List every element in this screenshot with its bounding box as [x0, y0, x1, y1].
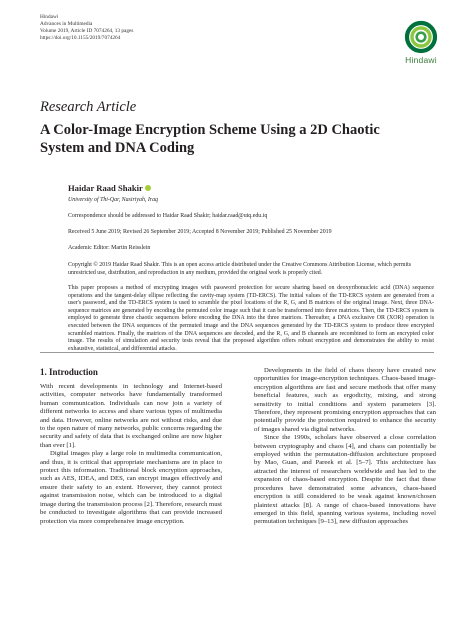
journal-volume: Volume 2019, Article ID 7074264, 13 pages [40, 28, 134, 34]
copyright-notice: Copyright © 2019 Haidar Raad Shakir. This is an open access article distributed under the Creative Commons Attribution License, which permits unrestricted use, distribution, and reproduction in any medium, provided the original work is properly cited. [68, 262, 412, 276]
affiliation: University of Thi-Qar, Nasiriyah, Iraq [68, 197, 158, 203]
academic-editor: Academic Editor: Martin Reisslein [68, 245, 151, 251]
journal-publisher: Hindawi [40, 14, 59, 20]
divider [40, 352, 434, 353]
article-type: Research Article [40, 99, 137, 115]
paragraph: Digital images play a large role in multimedia communication, and thus, it is critical that appropriate mechanisms are in place to protect this information. Traditional block encryption approaches, such as AES, IDEA, and DES, can encrypt images effectively and ensure their safety to an extent. However, they cannot protect against transmission noise, which can be introduced to a digital image during the transmission process [2]. Therefore, research must be conducted to investigate algorithms that can provide increased protection via more comprehensive image encryption. [40, 450, 222, 525]
logo-text: Hindawi [405, 55, 437, 65]
section-heading: 1. Introduction [40, 367, 98, 377]
body-column-right [254, 367, 436, 527]
paragraph: Developments in the field of chaos theory have created new opportunities for image-encryption techniques. Chaos-based image-encryption algorithms are fast and secure methods that offer many beneficial features, such as ergodicity, mixing, and strong sensitivity to initial conditions and system parameters [3]. Therefore, they represent promising encryption approaches that can potentially provide the protection required to enhance the security of images shared via digital networks. [254, 367, 436, 433]
article-dates: Received 5 June 2019; Revised 26 September 2019; Accepted 8 November 2019; Published 25 November 2019 [68, 229, 332, 235]
correspondence: Correspondence should be addressed to Haidar Raad Shakir; haidar.raad@utq.edu.iq [68, 213, 268, 219]
journal-doi[interactable]: https://doi.org/10.1155/2019/7074264 [40, 35, 121, 41]
journal-info [40, 14, 133, 42]
orcid-icon[interactable] [145, 185, 151, 191]
journal-title: Advances in Multimedia [40, 21, 93, 27]
body-column-left [40, 383, 222, 526]
author-name[interactable]: Haidar Raad Shakir [68, 183, 143, 193]
hindawi-logo [393, 20, 449, 65]
hindawi-rings-icon [398, 20, 444, 54]
article-title: A Color-Image Encryption Scheme Using a 2D Chaotic System and DNA Coding [40, 122, 380, 156]
paragraph: Since the 1990s, scholars have observed a close correlation between cryptography and chaos [4], and chaos can potentially be employed within the permutation-diffusion architecture proposed by Mao, Guan, and Pareek et al. [5–7]. This architecture has attracted the interest of researchers worldwide and has led to the expansion of chaos-based encryption. Despite the fact that these procedures have demonstrated some advances, chaos-based encryption is still considered to be weak against known/chosen plaintext attacks [8]. A range of chaos-based innovations have emerged in this field, spanning various systems, including novel permutation techniques [9–13], new diffusion approaches [254, 434, 436, 526]
author-line [68, 183, 151, 193]
abstract: This paper proposes a method of encrypting images with password protection for secure sharing based on deoxyribonucleic acid (DNA) sequence operations and the tangent-delay ellipse reflecting the cavity-map system (TD-ERCS). The initial values of the TD-ERCS system are generated from a user's password, and the TD-ERCS system is used to scramble the pixel locations of the R, G, and B matrices of the original image. Next, three DNA-sequence matrices are generated by encoding the permuted color image such that it can be transformed into three matrices. Then, the TD-ERCS system is employed to generate three chaotic sequences before encoding the DNA into the three matrices. Thereafter, a DNA exclusive OR (XOR) operation is executed between the DNA sequences of the permuted image and the DNA sequences generated by the TD-ERCS system to produce three encrypted scrambled matrices. Finally, the matrices of the DNA sequences are decoded, and the R, G, and B channels are recombined to form an encrypted color image. The results of simulation and security tests reveal that the proposed algorithm offers robust encryption and demonstrates the ability to resist exhaustive, statistical, and differential attacks. [68, 285, 434, 352]
paragraph: With recent developments in technology and Internet-based activities, computer networks have fundamentally transformed human communication. Individuals can now join a variety of different networks to access and share various types of multimedia and data. However, online networks are not without risks, and due to the open nature of many networks, public concerns regarding the security and safety of data that is exchanged online are now higher than ever [1]. [40, 383, 222, 449]
